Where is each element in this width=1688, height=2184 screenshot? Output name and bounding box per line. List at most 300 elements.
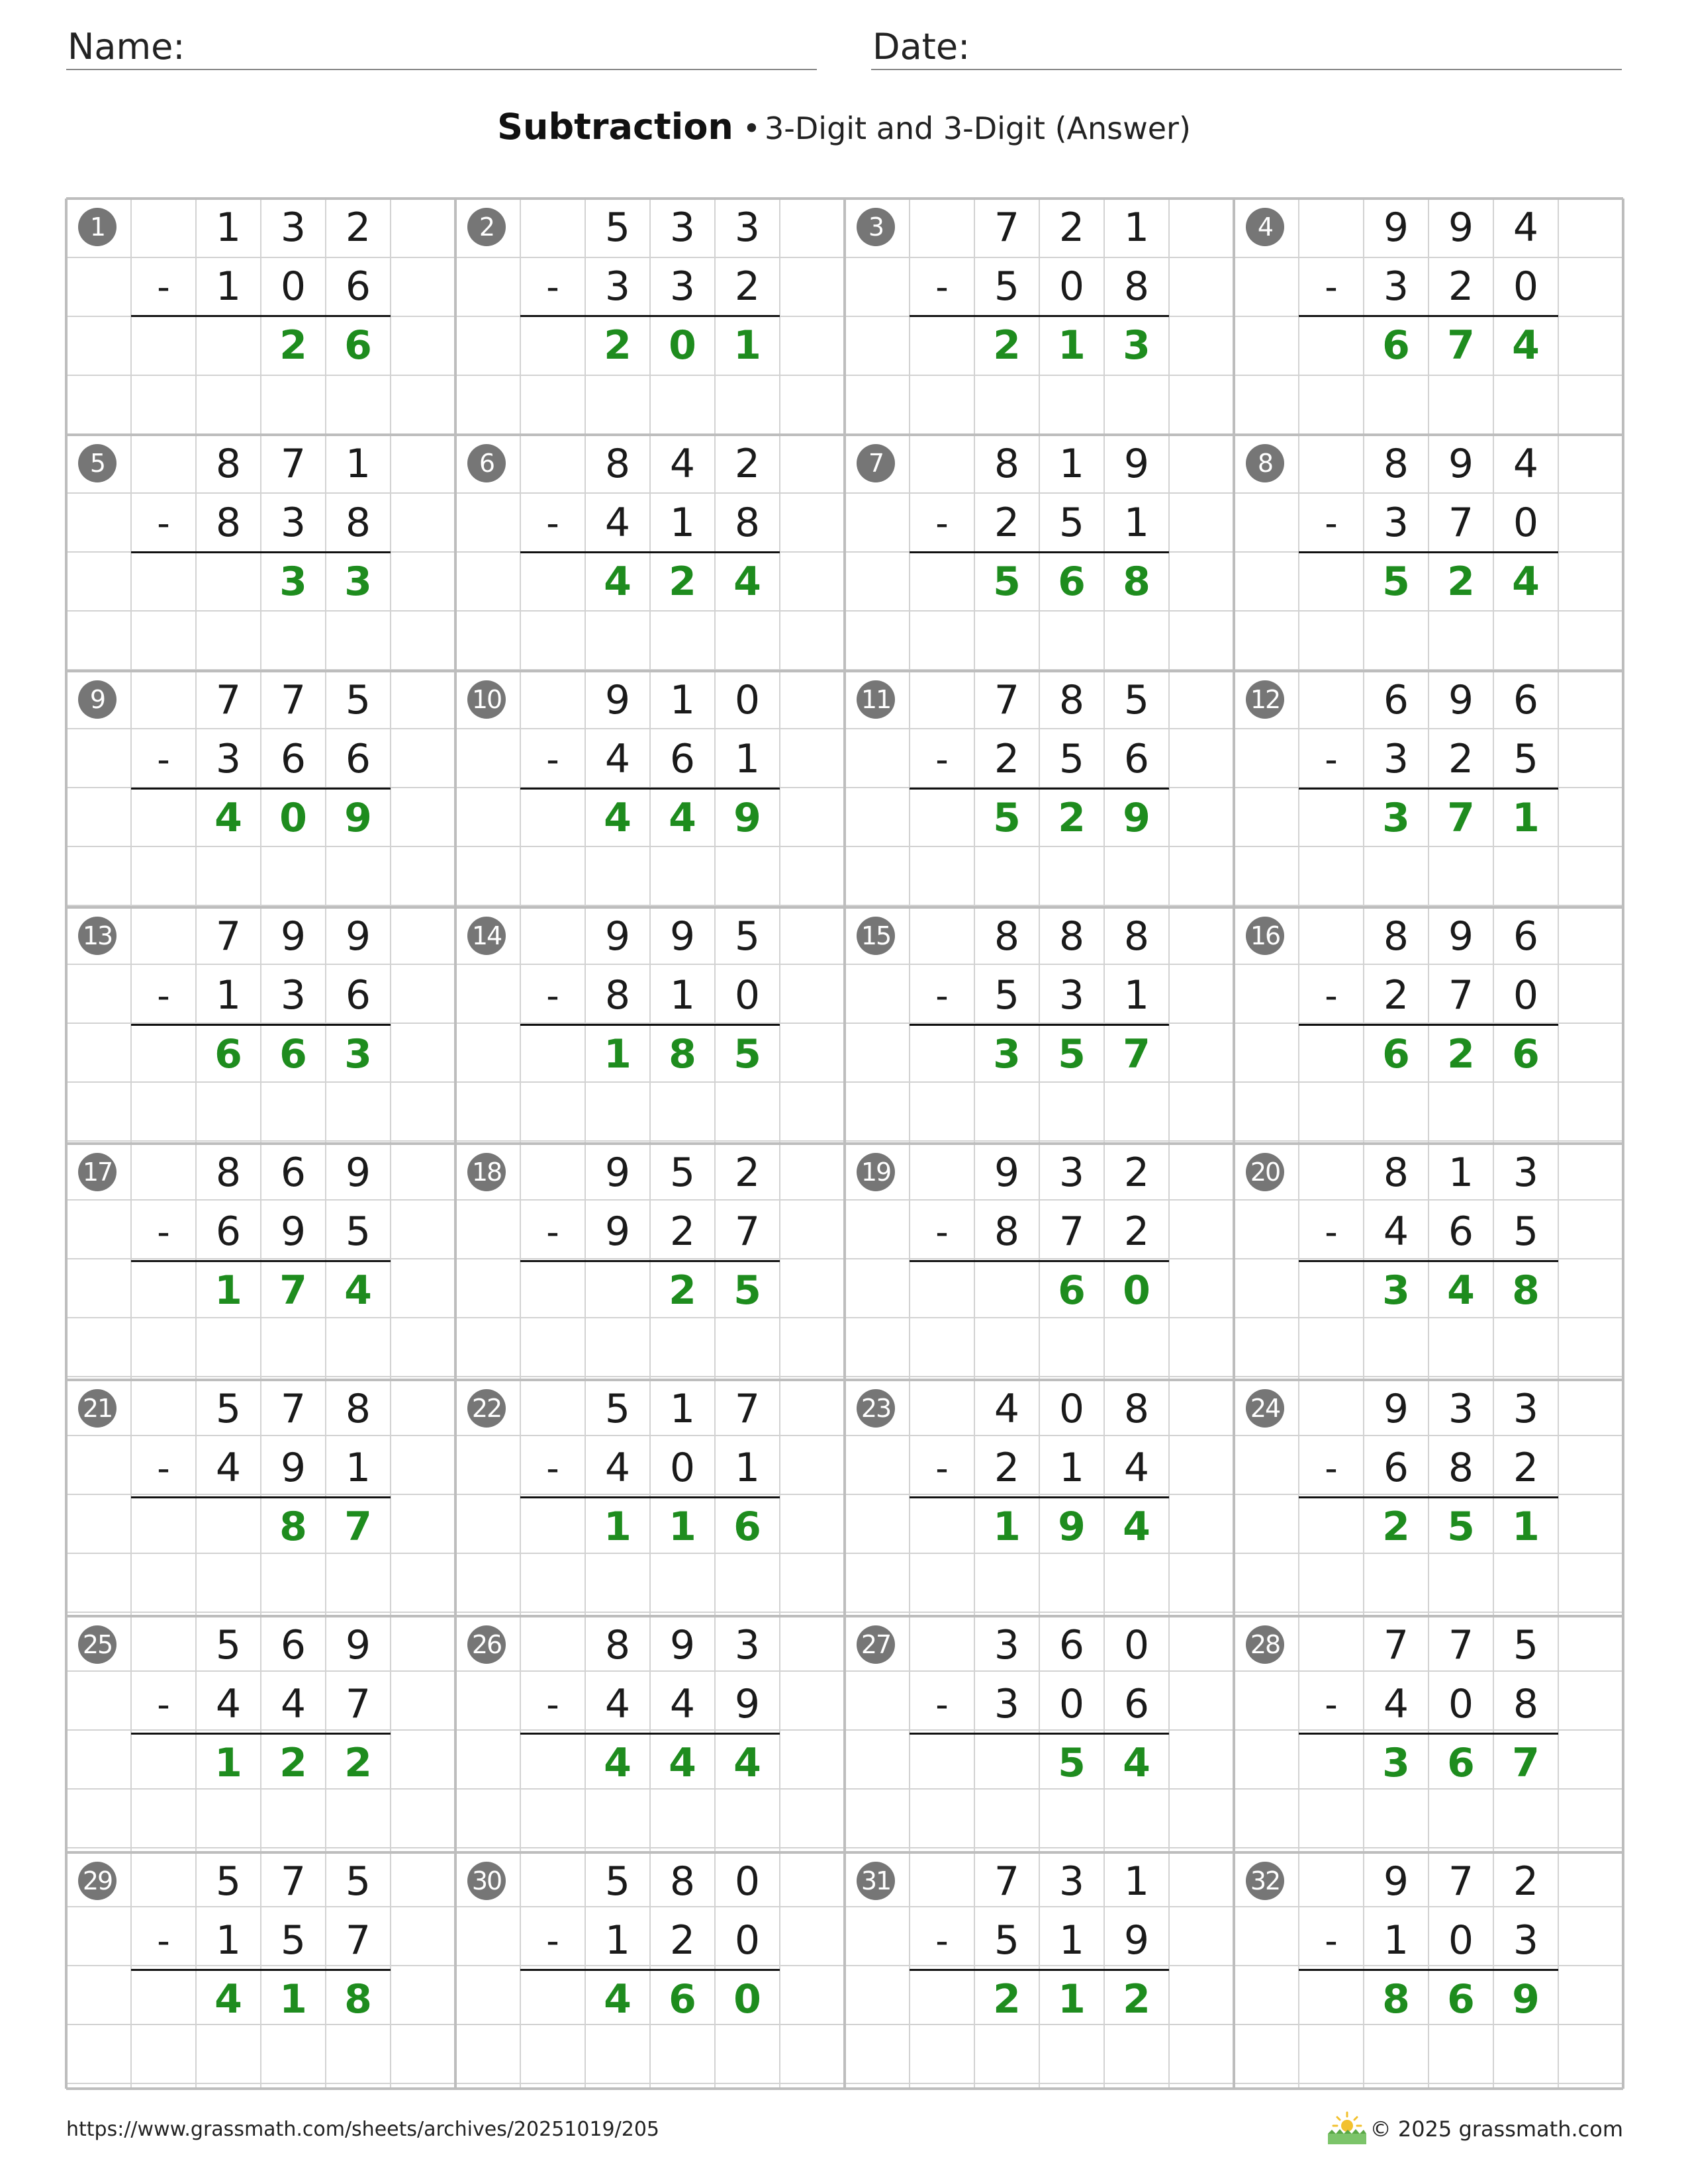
- answer-digit: 6: [1512, 1031, 1540, 1077]
- subtrahend-digit: 4: [604, 1445, 631, 1491]
- minuend-digit: 3: [1058, 1858, 1085, 1905]
- problem-number-badge: 15: [857, 917, 895, 955]
- subtrahend-digit: 4: [1383, 1208, 1409, 1255]
- answer-digit: 3: [344, 1031, 372, 1077]
- minuend-digit: 7: [1448, 1622, 1474, 1668]
- answer-digit: 3: [344, 559, 372, 605]
- minuend-digit: 9: [1383, 1858, 1409, 1905]
- subtrahend-digit: 6: [215, 1208, 242, 1255]
- minuend-digit: 6: [1058, 1622, 1085, 1668]
- answer-digit: 4: [214, 795, 242, 841]
- minuend-digit: 7: [994, 1858, 1020, 1905]
- subtrahend-digit: 7: [1058, 1208, 1085, 1255]
- minuend-digit: 8: [994, 441, 1020, 487]
- subtrahend-digit: 2: [734, 263, 761, 310]
- subtrahend-digit: 1: [215, 972, 242, 1019]
- subtrahend-digit: 6: [669, 736, 696, 782]
- minus-sign: -: [935, 1920, 949, 1962]
- answer-digit: 1: [279, 1976, 307, 2023]
- minus-sign: -: [546, 1447, 559, 1489]
- minuend-digit: 9: [669, 913, 696, 960]
- subtrahend-digit: 5: [1058, 500, 1085, 546]
- subtrahend-digit: 6: [1123, 736, 1150, 782]
- minuend-digit: 9: [345, 913, 371, 960]
- minuend-digit: 6: [1513, 913, 1539, 960]
- answer-digit: 9: [1058, 1504, 1086, 1550]
- subtrahend-digit: 6: [345, 263, 371, 310]
- subtrahend-digit: 7: [1448, 500, 1474, 546]
- footer-copyright: © 2025 grassmath.com: [1370, 2116, 1623, 2142]
- answer-digit: 1: [214, 1267, 242, 1314]
- subtrahend-digit: 0: [1513, 972, 1539, 1019]
- minuend-digit: 5: [215, 1858, 242, 1905]
- answer-digit: 1: [604, 1031, 632, 1077]
- minuend-digit: 8: [669, 1858, 696, 1905]
- minus-sign: -: [935, 1684, 949, 1725]
- minuend-digit: 5: [604, 205, 631, 251]
- answer-digit: 8: [279, 1504, 307, 1550]
- minuend-digit: 9: [1448, 677, 1474, 723]
- answer-digit: 4: [733, 559, 761, 605]
- footer-url: https://www.grassmath.com/sheets/archives/20251019/205: [66, 2118, 660, 2141]
- minuend-digit: 2: [1058, 205, 1085, 251]
- subtrahend-digit: 2: [669, 1917, 696, 1964]
- answer-digit: 7: [1512, 1740, 1540, 1786]
- subtrahend-digit: 4: [280, 1681, 306, 1727]
- minuend-digit: 9: [1448, 913, 1474, 960]
- answer-digit: 2: [344, 1740, 372, 1786]
- subtrahend-digit: 4: [1123, 1445, 1150, 1491]
- answer-digit: 9: [733, 795, 761, 841]
- problem-number-badge: 5: [78, 444, 117, 482]
- minuend-digit: 5: [604, 1858, 631, 1905]
- subtrahend-digit: 3: [280, 500, 306, 546]
- minuend-digit: 7: [280, 1386, 306, 1432]
- subtrahend-digit: 3: [1383, 736, 1409, 782]
- answer-digit: 9: [344, 795, 372, 841]
- subtrahend-digit: 8: [734, 500, 761, 546]
- problem-number-badge: 6: [467, 444, 506, 482]
- answer-digit: 2: [1447, 559, 1475, 605]
- answer-digit: 6: [1058, 559, 1086, 605]
- subtrahend-digit: 2: [1513, 1445, 1539, 1491]
- subtrahend-digit: 5: [1058, 736, 1085, 782]
- answer-digit: 5: [993, 559, 1021, 605]
- answer-digit: 1: [1512, 1504, 1540, 1550]
- minuend-digit: 8: [994, 913, 1020, 960]
- subtrahend-digit: 4: [1383, 1681, 1409, 1727]
- minuend-digit: 4: [994, 1386, 1020, 1432]
- answer-digit: 2: [1123, 1976, 1150, 2023]
- subtrahend-digit: 7: [1448, 972, 1474, 1019]
- answer-digit: 5: [1382, 559, 1410, 605]
- minuend-digit: 9: [669, 1622, 696, 1668]
- minuend-digit: 3: [734, 1622, 761, 1668]
- subtrahend-digit: 6: [1123, 1681, 1150, 1727]
- problem-number-badge: 22: [467, 1389, 506, 1428]
- subtrahend-digit: 1: [734, 1445, 761, 1491]
- minuend-digit: 9: [280, 913, 306, 960]
- minuend-digit: 4: [669, 441, 696, 487]
- minuend-digit: 2: [345, 205, 371, 251]
- minuend-digit: 4: [1513, 441, 1539, 487]
- answer-digit: 6: [1382, 322, 1410, 369]
- minus-sign: -: [157, 1447, 170, 1489]
- answer-digit: 8: [1123, 559, 1150, 605]
- subtrahend-digit: 5: [1513, 1208, 1539, 1255]
- answer-digit: 3: [993, 1031, 1021, 1077]
- problem-number-badge: 11: [857, 680, 895, 719]
- minuend-digit: 5: [345, 677, 371, 723]
- answer-digit: 2: [669, 559, 696, 605]
- subtrahend-digit: 1: [215, 263, 242, 310]
- problem-number-badge: 3: [857, 208, 895, 246]
- minuend-digit: 0: [734, 1858, 761, 1905]
- minuend-digit: 8: [215, 1150, 242, 1196]
- title-subtitle: 3-Digit and 3-Digit (Answer): [765, 111, 1191, 146]
- problem-grid: [66, 199, 1623, 2089]
- answer-digit: 4: [344, 1267, 372, 1314]
- subtrahend-digit: 1: [604, 1917, 631, 1964]
- subtrahend-digit: 0: [734, 1917, 761, 1964]
- problem-number-badge: 19: [857, 1153, 895, 1191]
- answer-digit: 6: [1058, 1267, 1086, 1314]
- subtrahend-digit: 1: [1123, 500, 1150, 546]
- answer-digit: 1: [669, 1504, 696, 1550]
- problem-number-badge: 26: [467, 1625, 506, 1664]
- problem-number-badge: 4: [1246, 208, 1284, 246]
- minuend-digit: 3: [1513, 1386, 1539, 1432]
- subtrahend-digit: 0: [1058, 1681, 1085, 1727]
- subtrahend-digit: 1: [1058, 1445, 1085, 1491]
- minus-sign: -: [157, 502, 170, 544]
- subtrahend-digit: 6: [345, 972, 371, 1019]
- answer-digit: 0: [733, 1976, 761, 2023]
- problem-number-badge: 10: [467, 680, 506, 719]
- subtrahend-digit: 3: [604, 263, 631, 310]
- minuend-digit: 9: [1448, 205, 1474, 251]
- subtrahend-digit: 7: [345, 1681, 371, 1727]
- answer-digit: 4: [733, 1740, 761, 1786]
- minuend-digit: 6: [280, 1622, 306, 1668]
- answer-digit: 0: [279, 795, 307, 841]
- minus-sign: -: [1325, 1684, 1338, 1725]
- subtrahend-digit: 1: [1058, 1917, 1085, 1964]
- minuend-digit: 7: [280, 677, 306, 723]
- answer-digit: 2: [1447, 1031, 1475, 1077]
- subtrahend-digit: 6: [1383, 1445, 1409, 1491]
- subtrahend-digit: 0: [1448, 1917, 1474, 1964]
- subtrahend-digit: 1: [669, 972, 696, 1019]
- answer-digit: 1: [1512, 795, 1540, 841]
- subtrahend-digit: 2: [1448, 263, 1474, 310]
- answer-digit: 2: [279, 1740, 307, 1786]
- answer-digit: 6: [1447, 1976, 1475, 2023]
- subtrahend-digit: 5: [280, 1917, 306, 1964]
- subtrahend-digit: 5: [345, 1208, 371, 1255]
- problem-number-badge: 24: [1246, 1389, 1284, 1428]
- subtrahend-digit: 7: [345, 1917, 371, 1964]
- problem-number-badge: 13: [78, 917, 117, 955]
- minuend-digit: 8: [1383, 1150, 1409, 1196]
- subtrahend-digit: 0: [1058, 263, 1085, 310]
- problem-number-badge: 29: [78, 1862, 117, 1900]
- answer-digit: 6: [733, 1504, 761, 1550]
- block-border-horizontal: [66, 2087, 1623, 2090]
- minuend-digit: 7: [280, 441, 306, 487]
- answer-digit: 5: [1058, 1740, 1086, 1786]
- minuend-digit: 7: [994, 205, 1020, 251]
- subtrahend-digit: 8: [604, 972, 631, 1019]
- subtrahend-digit: 8: [1513, 1681, 1539, 1727]
- minuend-digit: 8: [1058, 913, 1085, 960]
- subtrahend-digit: 6: [1448, 1208, 1474, 1255]
- minuend-digit: 3: [994, 1622, 1020, 1668]
- minuend-digit: 1: [1123, 205, 1150, 251]
- minus-sign: -: [935, 502, 949, 544]
- minus-sign: -: [546, 739, 559, 780]
- problem-number-badge: 14: [467, 917, 506, 955]
- subtrahend-digit: 6: [280, 736, 306, 782]
- subtrahend-digit: 0: [1448, 1681, 1474, 1727]
- minus-sign: -: [1325, 502, 1338, 544]
- minus-sign: -: [157, 266, 170, 308]
- answer-digit: 3: [279, 559, 307, 605]
- minuend-digit: 2: [734, 441, 761, 487]
- subtrahend-digit: 4: [215, 1445, 242, 1491]
- minus-sign: -: [546, 1211, 559, 1253]
- minuend-digit: 8: [1123, 913, 1150, 960]
- answer-digit: 6: [1447, 1740, 1475, 1786]
- problem-number-badge: 7: [857, 444, 895, 482]
- minus-sign: -: [546, 1684, 559, 1725]
- answer-digit: 4: [604, 1976, 632, 2023]
- subtrahend-digit: 5: [994, 263, 1020, 310]
- minuend-digit: 3: [734, 205, 761, 251]
- answer-digit: 1: [733, 322, 761, 369]
- subtrahend-digit: 1: [215, 1917, 242, 1964]
- minuend-digit: 3: [1448, 1386, 1474, 1432]
- name-label: Name:: [68, 26, 185, 68]
- title-bullet: •: [742, 111, 761, 146]
- problem-number-badge: 17: [78, 1153, 117, 1191]
- minuend-digit: 5: [604, 1386, 631, 1432]
- subtrahend-digit: 1: [1383, 1917, 1409, 1964]
- minus-sign: -: [1325, 1920, 1338, 1962]
- subtrahend-digit: 2: [669, 1208, 696, 1255]
- minuend-digit: 1: [669, 1386, 696, 1432]
- answer-digit: 5: [993, 795, 1021, 841]
- answer-digit: 1: [604, 1504, 632, 1550]
- minuend-digit: 7: [734, 1386, 761, 1432]
- subtrahend-digit: 8: [1123, 263, 1150, 310]
- problem-number-badge: 20: [1246, 1153, 1284, 1191]
- minus-sign: -: [157, 975, 170, 1017]
- minuend-digit: 9: [345, 1622, 371, 1668]
- subtrahend-digit: 5: [1513, 736, 1539, 782]
- problem-number-badge: 8: [1246, 444, 1284, 482]
- subtrahend-digit: 3: [1513, 1917, 1539, 1964]
- subtrahend-digit: 3: [215, 736, 242, 782]
- subtrahend-digit: 4: [215, 1681, 242, 1727]
- answer-digit: 8: [1382, 1976, 1410, 2023]
- minuend-digit: 6: [1383, 677, 1409, 723]
- subtrahend-digit: 9: [734, 1681, 761, 1727]
- minus-sign: -: [1325, 1211, 1338, 1253]
- subtrahend-digit: 0: [1513, 500, 1539, 546]
- answer-digit: 3: [1123, 322, 1150, 369]
- answer-digit: 2: [1382, 1504, 1410, 1550]
- answer-digit: 0: [669, 322, 696, 369]
- answer-digit: 5: [1447, 1504, 1475, 1550]
- answer-digit: 4: [1512, 322, 1540, 369]
- minuend-digit: 1: [215, 205, 242, 251]
- minus-sign: -: [1325, 266, 1338, 308]
- name-field[interactable]: [66, 24, 817, 70]
- minuend-digit: 3: [669, 205, 696, 251]
- answer-digit: 4: [604, 559, 632, 605]
- subtrahend-digit: 8: [1448, 1445, 1474, 1491]
- answer-digit: 6: [344, 322, 372, 369]
- minuend-digit: 1: [1058, 441, 1085, 487]
- minus-sign: -: [157, 739, 170, 780]
- subtrahend-digit: 5: [994, 1917, 1020, 1964]
- answer-digit: 4: [604, 1740, 632, 1786]
- subtrahend-digit: 1: [1123, 972, 1150, 1019]
- minuend-digit: 5: [1123, 677, 1150, 723]
- answer-digit: 4: [214, 1976, 242, 2023]
- subtrahend-digit: 9: [1123, 1917, 1150, 1964]
- date-label: Date:: [872, 26, 970, 68]
- answer-digit: 1: [1058, 1976, 1086, 2023]
- minuend-digit: 8: [1383, 441, 1409, 487]
- answer-digit: 4: [1123, 1740, 1150, 1786]
- minuend-digit: 9: [604, 677, 631, 723]
- answer-digit: 7: [279, 1267, 307, 1314]
- subtrahend-digit: 3: [280, 972, 306, 1019]
- problem-number-badge: 30: [467, 1862, 506, 1900]
- minuend-digit: 7: [215, 913, 242, 960]
- subtrahend-digit: 9: [604, 1208, 631, 1255]
- minuend-digit: 6: [1513, 677, 1539, 723]
- minus-sign: -: [935, 975, 949, 1017]
- subtrahend-digit: 8: [994, 1208, 1020, 1255]
- minus-sign: -: [1325, 1447, 1338, 1489]
- minus-sign: -: [546, 266, 559, 308]
- problem-number-badge: 32: [1246, 1862, 1284, 1900]
- answer-digit: 3: [1382, 1740, 1410, 1786]
- minuend-digit: 2: [1513, 1858, 1539, 1905]
- grass-sun-logo-icon: [1325, 2110, 1369, 2147]
- subtrahend-digit: 2: [994, 736, 1020, 782]
- answer-digit: 6: [279, 1031, 307, 1077]
- minus-sign: -: [546, 1920, 559, 1962]
- minus-sign: -: [935, 1447, 949, 1489]
- subtrahend-digit: 0: [669, 1445, 696, 1491]
- answer-digit: 6: [214, 1031, 242, 1077]
- subtrahend-digit: 6: [345, 736, 371, 782]
- answer-digit: 2: [604, 322, 632, 369]
- problem-number-badge: 1: [78, 208, 117, 246]
- answer-digit: 9: [1512, 1976, 1540, 2023]
- minuend-digit: 4: [1513, 205, 1539, 251]
- answer-digit: 2: [993, 1976, 1021, 2023]
- problem-number-badge: 12: [1246, 680, 1284, 719]
- subtrahend-digit: 4: [604, 1681, 631, 1727]
- answer-digit: 8: [669, 1031, 696, 1077]
- minuend-digit: 1: [1123, 1858, 1150, 1905]
- answer-digit: 1: [1058, 322, 1086, 369]
- answer-digit: 3: [1382, 795, 1410, 841]
- answer-digit: 5: [733, 1267, 761, 1314]
- answer-digit: 2: [279, 322, 307, 369]
- subtrahend-digit: 1: [669, 500, 696, 546]
- answer-digit: 7: [1447, 322, 1475, 369]
- subtrahend-digit: 2: [1123, 1208, 1150, 1255]
- problem-number-badge: 27: [857, 1625, 895, 1664]
- problem-number-badge: 16: [1246, 917, 1284, 955]
- answer-digit: 3: [1382, 1267, 1410, 1314]
- problem-number-badge: 23: [857, 1389, 895, 1428]
- answer-digit: 4: [604, 795, 632, 841]
- subtrahend-digit: 2: [994, 500, 1020, 546]
- minuend-digit: 7: [280, 1858, 306, 1905]
- minuend-digit: 9: [1383, 1386, 1409, 1432]
- minuend-digit: 8: [604, 1622, 631, 1668]
- subtrahend-digit: 1: [345, 1445, 371, 1491]
- subtrahend-digit: 4: [604, 500, 631, 546]
- minuend-digit: 0: [1058, 1386, 1085, 1432]
- minuend-digit: 8: [215, 441, 242, 487]
- minuend-digit: 8: [1123, 1386, 1150, 1432]
- minuend-digit: 0: [1123, 1622, 1150, 1668]
- subtrahend-digit: 9: [280, 1445, 306, 1491]
- minuend-digit: 9: [1383, 205, 1409, 251]
- answer-digit: 4: [1447, 1267, 1475, 1314]
- minuend-digit: 8: [1058, 677, 1085, 723]
- subtrahend-digit: 1: [734, 736, 761, 782]
- minuend-digit: 3: [1058, 1150, 1085, 1196]
- minuend-digit: 6: [280, 1150, 306, 1196]
- minus-sign: -: [157, 1211, 170, 1253]
- minuend-digit: 9: [1123, 441, 1150, 487]
- subtrahend-digit: 3: [1058, 972, 1085, 1019]
- answer-digit: 4: [669, 795, 696, 841]
- minuend-digit: 7: [215, 677, 242, 723]
- answer-digit: 5: [733, 1031, 761, 1077]
- minuend-digit: 8: [345, 1386, 371, 1432]
- minuend-digit: 1: [345, 441, 371, 487]
- minuend-digit: 5: [345, 1858, 371, 1905]
- minus-sign: -: [935, 739, 949, 780]
- subtrahend-digit: 3: [669, 263, 696, 310]
- answer-digit: 2: [669, 1267, 696, 1314]
- subtrahend-digit: 5: [994, 972, 1020, 1019]
- answer-digit: 4: [1512, 559, 1540, 605]
- answer-digit: 6: [1382, 1031, 1410, 1077]
- worksheet-title: [0, 106, 1688, 148]
- problem-number-badge: 18: [467, 1153, 506, 1191]
- date-field[interactable]: [871, 24, 1622, 70]
- answer-digit: 8: [1512, 1267, 1540, 1314]
- subtrahend-digit: 4: [604, 736, 631, 782]
- minuend-digit: 5: [1513, 1622, 1539, 1668]
- minuend-digit: 2: [734, 1150, 761, 1196]
- problem-number-badge: 25: [78, 1625, 117, 1664]
- answer-digit: 4: [1123, 1504, 1150, 1550]
- minus-sign: -: [157, 1684, 170, 1725]
- minuend-digit: 5: [215, 1622, 242, 1668]
